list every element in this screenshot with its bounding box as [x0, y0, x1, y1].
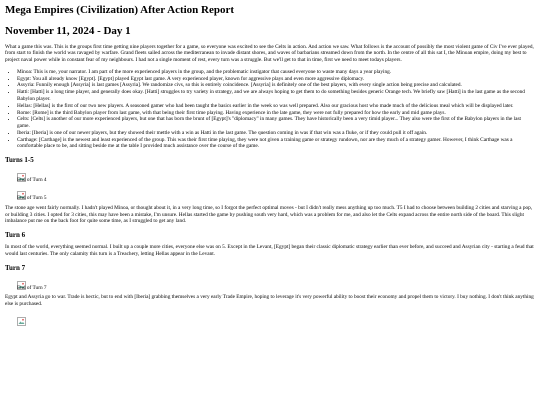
- list-item: • Assyria: Funnily enough [Assyria] is last games [Assyria]. We randomize civs, so this is entirely coincidence. [Assyria] is definitely one of the best players, with every single action being precise and calculated.: [17, 82, 535, 89]
- list-item: • Celts: [Celts] is another of our more experienced players, but one that has born the brunt of [Egypt]'s "diplomacy" in many games. They have historically been a very timid player... They also were the first of the Babylon players in the last game.: [17, 116, 535, 130]
- figure-turn-7: [17, 277, 535, 292]
- image-caption: End of Turn 7: [17, 284, 47, 291]
- figure-turn-5: [17, 187, 535, 202]
- broken-image-icon: [17, 313, 26, 322]
- intro-paragraph: What a game this was. This is the groups first time getting nine players together for a game, so everyone was excited to see the Celts in action. And action we saw. What follows is the account of possibly the most violent game of Civ I've ever played, from start to finish the world was ravaged by warfare. Grand fleets sailed across the mediterranean to invade distant shores, and waves of barbarians streamed down from the north. In the centre of all this sat I, the Minoan empire, doing my best to project naval power while in constant fear of my neighbours. I had not a single moment of rest, every turn was a struggle. But we'll get to that in time, first we need to meet todays players.: [5, 43, 534, 64]
- list-item: • Egypt: You all already know [Egypt]. [Egypt] played Egypt last game. A very experienced player, known for aggressive plays and even more aggressive diplomacy.: [17, 76, 535, 83]
- image-caption: End of Turn 5: [17, 194, 47, 201]
- turns-1-5-paragraph: The stone age went fairly normally. I hadn't played Minoa, or thought about it, in a very long time, so I forgot the perfect optimal moves - but I didn't really mess anything up too much. T5 I had to choose between building 2 cities and starving a pop, or building 3 cities. I opted for 3 cities, this may have been a mistake, I'm unsure. Hellas started the game by pushing south very hard, which was a problem for me, and also let the Celts expand across the entire north side of the board. This slight imbalance put me on the back foot for quite some time, as I struggled to get any land.: [5, 204, 533, 225]
- turn-7-paragraph: Egypt and Assyria go to war. Trade is hectic, but to end with [Iberia] grabbing themselves a very early Trade Empire, hoping to leverage it's very powerful ability to boost their economy and propel them to victory. I buy nothing. I don't think anything else is purchased.: [5, 294, 534, 308]
- turn-6-paragraph: In most of the world, everything seemed normal. I built up a couple more cities, everyone else was on 5. Except in the Levant, [Egypt] began their classic diplomatic strategy earlier than ever before, and succeed and Assyrian city - starting a feud that would last centuries. The only calamity this turn is a Treachery, letting Hellas appear in the Levant.: [5, 244, 534, 257]
- list-item: • Iberia: [Iberia] is one of our newer players, but they showed their mettle with a win as Hatti in the last game. The question coming in was if that win was a fluke, or if they could pull it off again.: [17, 130, 535, 137]
- figure-next: [17, 313, 535, 322]
- players-list: [5, 69, 535, 150]
- image-caption: End of Turn 4: [17, 177, 47, 184]
- section-heading-turn-7: Turn 7: [5, 263, 26, 272]
- page-title: Mega Empires (Civilization) After Action Report: [5, 4, 235, 16]
- list-item: • Minoa: This is me, your narrator. I am part of the more experienced players in the group, and the problematic instigator that caused everyone to waste many days a year playing.: [17, 69, 535, 76]
- section-heading-turns-1-5: Turns 1-5: [5, 156, 34, 165]
- list-item: • Hellas: [Hellas] is the first of our two new players. A seasoned gamer who had been taught the basics earlier in the week so was well prepared. Also our gracious host who made much of the delicious meal which will be displayed later.: [17, 103, 535, 110]
- section-heading-turn-6: Turn 6: [5, 231, 26, 240]
- list-item: • Rome: [Rome] is the third Babylon player from last game, with that being their first time playing. Having experience in the late game, they were not fully prepared for how the early and mid game plays.: [17, 110, 535, 117]
- figure-turn-4: [17, 169, 535, 184]
- list-item: • Carthage: [Carthage] is the newest and least experienced of the group. This was their first time playing, they were not given a training game or strategy rundown, nor are they much of a strategy gamer. However, I think Carthage was a comfortable place to be, and sitting beside me at the table I provided much assistance over the course of the game.: [17, 137, 535, 151]
- list-item: • Hatti: [Hatti] is a long time player, and generally does okay. [Hatti] struggles to try variety in strategy, and we are always hoping to get them to do something besides generic Orange tech. We briefly saw [Hatti] in the last game as the second Babylon player.: [17, 89, 535, 103]
- report-date: November 11, 2024 - Day 1: [5, 24, 131, 37]
